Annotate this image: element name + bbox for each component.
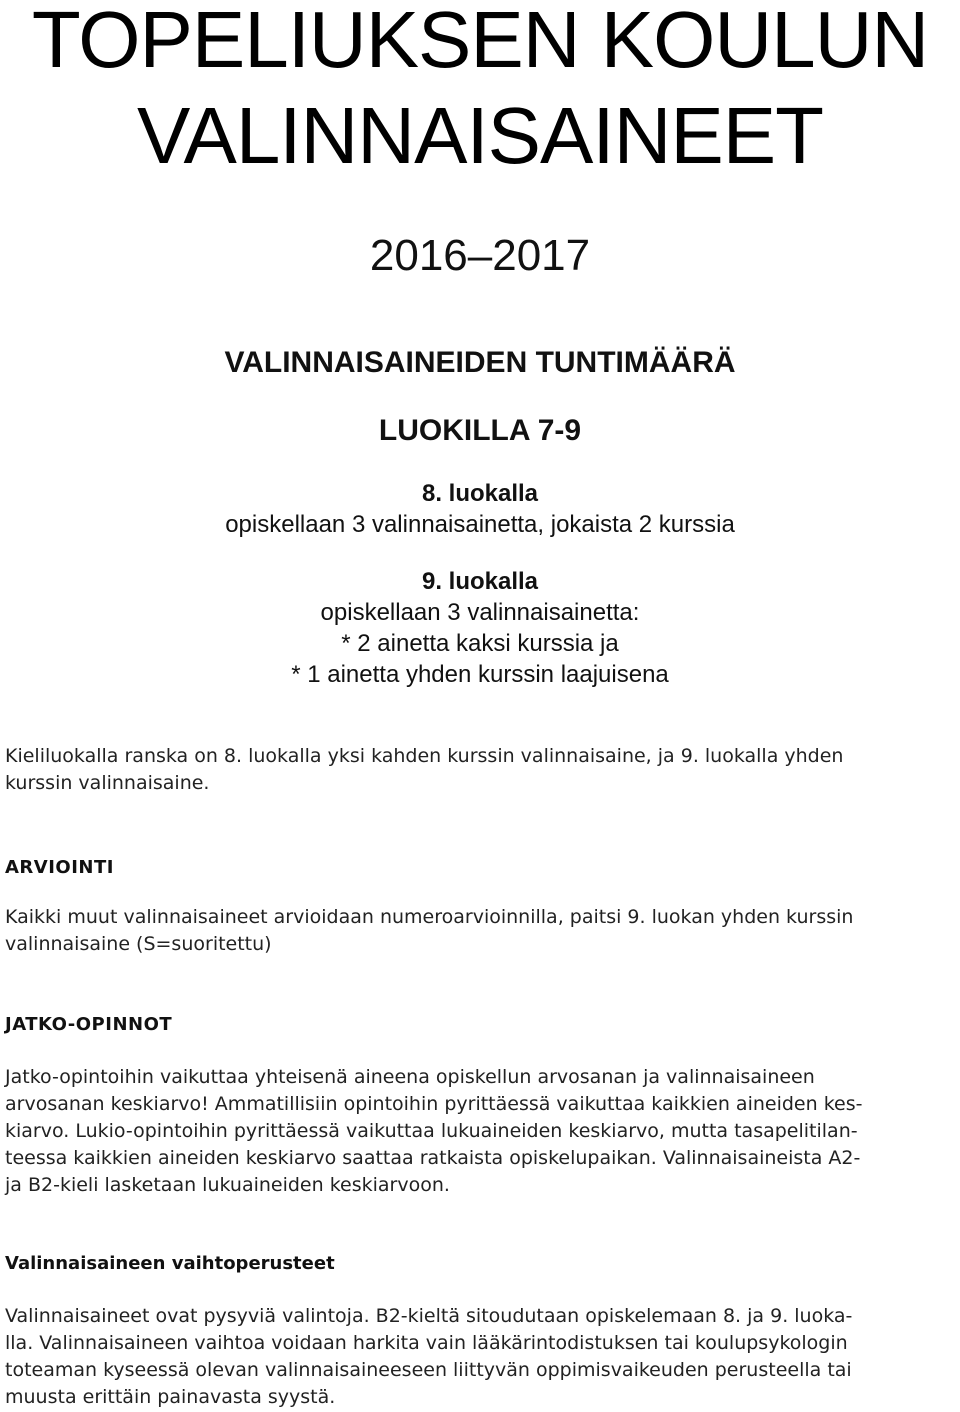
grade-9-line: opiskellaan 3 valinnaisainetta: [320, 599, 640, 626]
assessment-line: Kaikki muut valinnaisaineet arvioidaan numeroarvioinnilla, paitsi 9. luokan yhden kurssin [5, 906, 854, 928]
school-year: 2016–2017 [369, 231, 591, 280]
french-note [5, 743, 955, 797]
grade-9-block [0, 566, 960, 690]
french-note-line: Kieliluokalla ranska on 8. luokalla yksi kahden kurssin valinnaisaine, ja 9. luokalla yhden [5, 745, 844, 767]
french-note-line: kurssin valinnaisaine. [5, 772, 210, 794]
further-studies-line: ja B2-kieli lasketaan lukuaineiden keskiarvoon. [5, 1174, 450, 1196]
further-studies-line: kiarvo. Lukio-opintoihin pyrittäessä vaikuttaa lukuaineiden keskiarvo, mutta tasapelitilan- [5, 1120, 858, 1142]
document-title-line-1: TOPELIUKSEN KOULUN [31, 0, 929, 84]
further-studies-line: arvosanan keskiarvo! Ammatillisiin opintoihin pyrittäessä vaikuttaa kaikkien aineiden kes- [5, 1093, 863, 1115]
document-title-line-2: VALINNAISAINEET [137, 91, 823, 180]
grades-heading: LUOKILLA 7-9 [378, 414, 582, 447]
change-basis-line: lla. Valinnaisaineen vaihtoa voidaan harkita vain lääkärintodistuksen tai koulupsykologin [5, 1332, 848, 1354]
grade-8-text: opiskellaan 3 valinnaisainetta, jokaista 2 kurssia [225, 511, 735, 538]
grade-9-line: * 2 ainetta kaksi kurssia ja [341, 630, 619, 657]
change-basis-heading: Valinnaisaineen vaihtoperusteet [5, 1253, 335, 1274]
further-studies-text [5, 1064, 955, 1199]
change-basis-text [5, 1303, 955, 1411]
grade-8-label: 8. luokalla [421, 480, 539, 507]
grade-9-line: * 1 ainetta yhden kurssin laajuisena [291, 661, 669, 688]
change-basis-line: toteaman kyseessä olevan valinnaisaineeseen liittyvän oppimisvaikeuden perusteella tai [5, 1359, 852, 1381]
further-studies-line: teessa kaikkien aineiden keskiarvo saattaa ratkaista opiskelupaikan. Valinnaisaineista A2- [5, 1147, 861, 1169]
hours-heading: VALINNAISAINEIDEN TUNTIMÄÄRÄ [224, 346, 736, 379]
assessment-heading: ARVIOINTI [5, 857, 114, 878]
assessment-text [5, 904, 955, 958]
grade-8-block [0, 478, 960, 540]
grade-9-label: 9. luokalla [421, 568, 539, 595]
further-studies-line: Jatko-opintoihin vaikuttaa yhteisenä aineena opiskellun arvosanan ja valinnaisaineen [5, 1066, 815, 1088]
change-basis-line: Valinnaisaineet ovat pysyviä valintoja. B2-kieltä sitoudutaan opiskelemaan 8. ja 9. luoka- [5, 1305, 853, 1327]
change-basis-line: muusta erittäin painavasta syystä. [5, 1386, 336, 1408]
assessment-line: valinnaisaine (S=suoritettu) [5, 933, 272, 955]
further-studies-heading: JATKO-OPINNOT [5, 1014, 173, 1035]
